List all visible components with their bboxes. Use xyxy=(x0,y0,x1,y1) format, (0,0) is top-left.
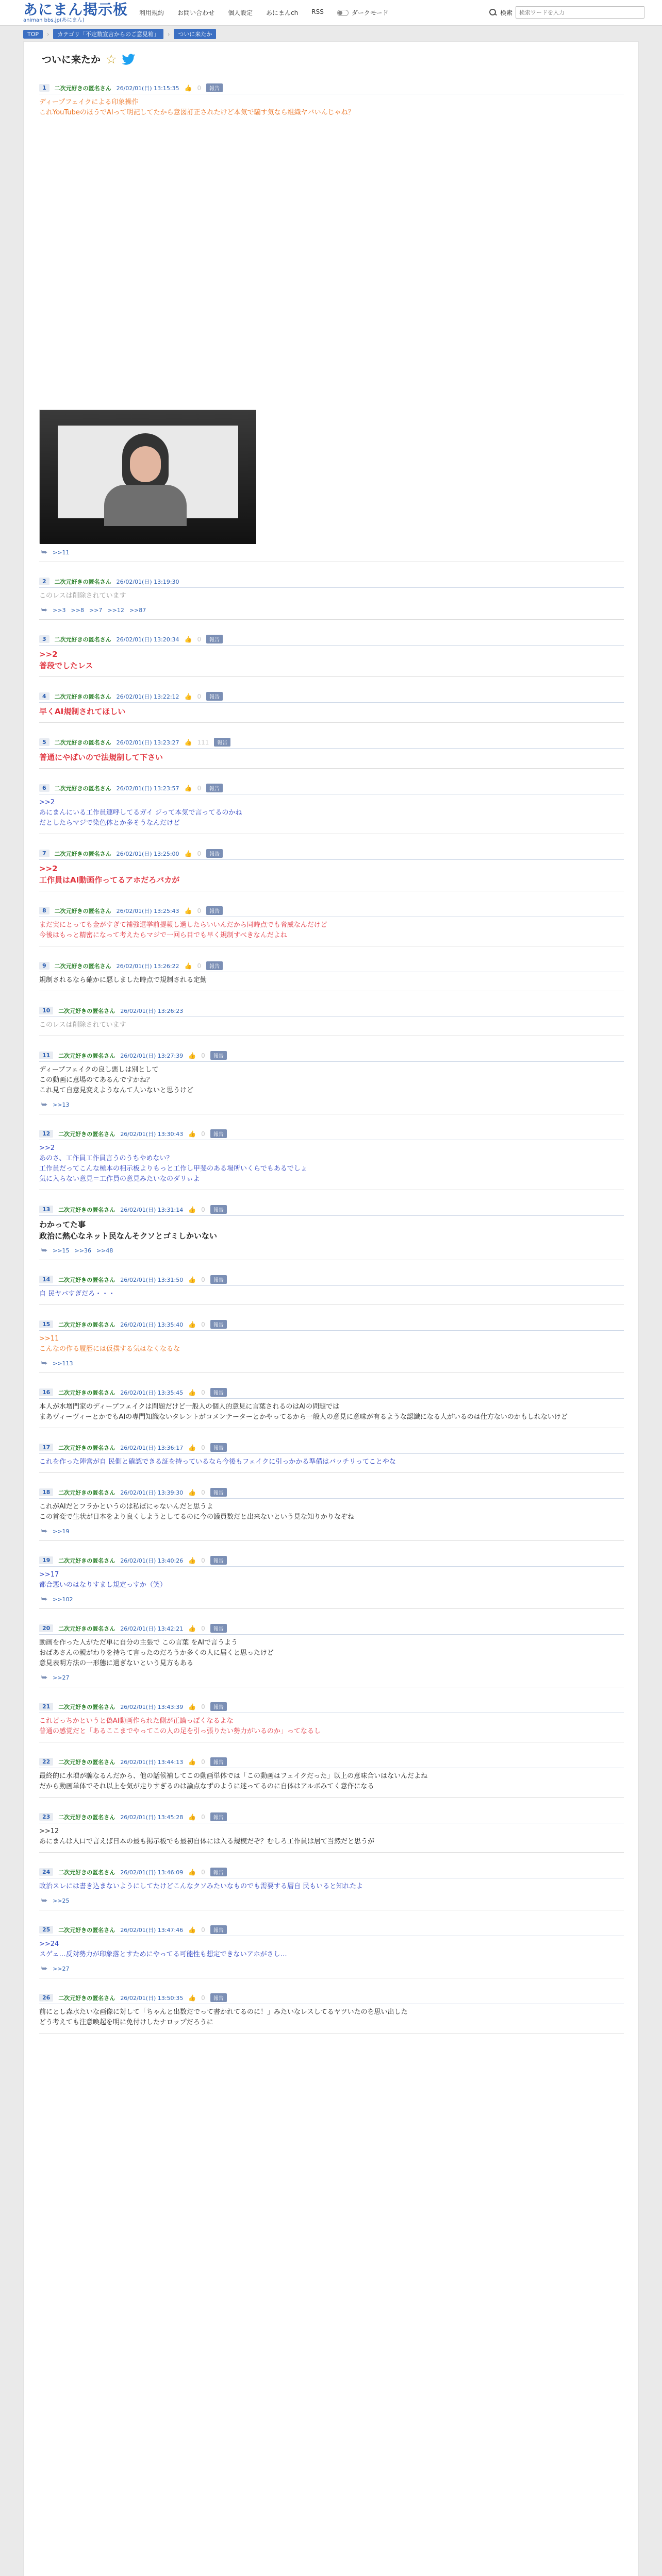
post-number[interactable]: 4 xyxy=(39,692,49,700)
good-icon[interactable]: 👍 xyxy=(188,1758,196,1766)
post-number[interactable]: 8 xyxy=(39,907,49,914)
list-item xyxy=(39,960,624,991)
post-number[interactable]: 20 xyxy=(39,1624,53,1632)
list-item xyxy=(39,736,624,769)
good-icon[interactable]: 👍 xyxy=(184,635,192,643)
report-button[interactable]: 報告 xyxy=(210,1702,227,1711)
post-body: これどっちかというと偽AI動画作られた側が正論っぽくなるよな 普通の感覚だと「あるここまでやってこの人の足を引っ張りたい勢力がいるのか」ってなるし xyxy=(39,1717,321,1735)
post-author: 二次元好きの匿名さん xyxy=(54,578,111,585)
reply-icon: ⮩ xyxy=(41,1247,48,1255)
good-icon[interactable]: 👍 xyxy=(184,962,192,970)
post-body: >>2 普段でしたレス xyxy=(39,650,93,670)
nav-settings[interactable]: 個人設定 xyxy=(228,9,253,16)
anchor-link[interactable]: >>12 xyxy=(107,607,124,614)
post-timestamp: 26/02/01(日) 13:23:27 xyxy=(116,739,179,746)
reply-icon: ⮩ xyxy=(41,1596,48,1603)
report-button[interactable]: 報告 xyxy=(210,1129,227,1138)
anchor-link[interactable]: >>36 xyxy=(74,1247,91,1254)
good-count: 0 xyxy=(197,84,202,92)
reply-anchors xyxy=(39,1358,624,1370)
post-author: 二次元好きの匿名さん xyxy=(58,1994,115,2002)
post-author: 二次元好きの匿名さん xyxy=(58,1703,115,1710)
post-timestamp: 26/02/01(日) 13:26:22 xyxy=(116,962,179,970)
post-timestamp: 26/02/01(日) 13:43:39 xyxy=(120,1703,184,1710)
post-body: >>12 あにまんは人口で言えば日本の最も掲示板でも最初自体には入る規模だぞ？むしろ工作員は居て当然だと思うが xyxy=(39,1827,375,1845)
good-icon[interactable]: 👍 xyxy=(188,1926,196,1934)
reply-anchors xyxy=(39,1895,624,1908)
post-body: 規制されるなら確かに悪しました時点で規制される定勤 xyxy=(39,976,207,984)
list-item xyxy=(39,1274,624,1305)
post-author: 二次元好きの匿名さん xyxy=(58,1389,115,1396)
dark-mode-label: ダークモード xyxy=(351,9,389,16)
post-timestamp: 26/02/01(日) 13:31:14 xyxy=(120,1206,184,1213)
reply-icon: ⮩ xyxy=(41,1360,48,1367)
thread-content xyxy=(23,41,639,2576)
post-number[interactable]: 25 xyxy=(39,1926,53,1934)
report-button[interactable]: 報告 xyxy=(210,1993,227,2002)
post-author: 二次元好きの匿名さん xyxy=(58,1758,115,1766)
good-icon[interactable]: 👍 xyxy=(188,1052,196,1059)
anchor-link[interactable]: >>48 xyxy=(96,1247,113,1254)
post-author: 二次元好きの匿名さん xyxy=(58,1321,115,1328)
post-timestamp: 26/02/01(日) 13:30:43 xyxy=(120,1130,184,1138)
post-number[interactable]: 19 xyxy=(39,1556,53,1564)
post-timestamp: 26/02/01(日) 13:45:28 xyxy=(120,1814,184,1821)
list-item xyxy=(39,1486,624,1541)
good-icon[interactable]: 👍 xyxy=(188,1556,196,1564)
post-body: ディープフェイクによる印象操作 これYouTubeのほうでAIって明記してたから意図訂正されたけど本気で騙す気なら組織ヤバいんじゃね？ xyxy=(39,98,355,116)
post-header xyxy=(39,1866,624,1878)
post-timestamp: 26/02/01(日) 13:15:35 xyxy=(116,84,179,92)
good-count: 111 xyxy=(197,738,209,746)
reply-anchors xyxy=(39,1099,624,1112)
post-header xyxy=(39,905,624,917)
reply-anchors xyxy=(39,1594,624,1606)
post-number[interactable]: 18 xyxy=(39,1488,53,1496)
list-item xyxy=(39,1386,624,1428)
anchor-link[interactable]: >>13 xyxy=(53,1101,70,1108)
post-header xyxy=(39,1274,624,1286)
list-item xyxy=(39,1866,624,1910)
post-number[interactable]: 11 xyxy=(39,1052,53,1059)
good-count: 0 xyxy=(201,1624,205,1632)
anchor-link[interactable]: >>25 xyxy=(53,1897,70,1904)
list-item xyxy=(39,782,624,834)
dark-mode-toggle[interactable] xyxy=(337,8,389,17)
page-title: ついに来たか xyxy=(42,54,101,65)
post-author: 二次元好きの匿名さん xyxy=(58,1814,115,1821)
good-count: 0 xyxy=(201,1052,205,1059)
post-number[interactable]: 1 xyxy=(39,84,49,92)
post-body: このレスは削除されています xyxy=(39,592,126,600)
post-number[interactable]: 10 xyxy=(39,1007,53,1014)
good-count: 0 xyxy=(201,1276,205,1283)
post-author: 二次元好きの匿名さん xyxy=(54,907,111,914)
good-count: 0 xyxy=(197,784,202,792)
reply-anchors xyxy=(39,1526,624,1538)
good-count: 0 xyxy=(201,1758,205,1766)
post-author: 二次元好きの匿名さん xyxy=(54,850,111,857)
post-header xyxy=(39,633,624,646)
report-button[interactable]: 報告 xyxy=(210,1624,227,1633)
report-button[interactable]: 報告 xyxy=(210,1925,227,1934)
breadcrumb-top[interactable]: TOP xyxy=(23,30,43,39)
post-list xyxy=(39,82,624,2047)
reply-icon: ⮩ xyxy=(41,1101,48,1109)
good-icon[interactable]: 👍 xyxy=(188,1444,196,1451)
post-timestamp: 26/02/01(日) 13:26:23 xyxy=(120,1007,184,1014)
good-icon[interactable]: 👍 xyxy=(188,1206,196,1213)
toggle-switch-icon[interactable] xyxy=(337,10,349,16)
reply-anchors xyxy=(39,1672,624,1685)
report-button[interactable]: 報告 xyxy=(210,1388,227,1397)
post-header xyxy=(39,960,624,972)
anchor-link[interactable]: >>3 xyxy=(53,607,66,614)
post-header xyxy=(39,736,624,749)
report-button[interactable]: 報告 xyxy=(210,1443,227,1452)
good-icon[interactable]: 👍 xyxy=(184,784,192,792)
good-icon[interactable]: 👍 xyxy=(188,1130,196,1138)
good-icon[interactable]: 👍 xyxy=(188,1488,196,1496)
list-item xyxy=(39,1992,624,2033)
report-button[interactable]: 報告 xyxy=(210,1868,227,1876)
list-item xyxy=(39,905,624,946)
list-item xyxy=(39,1204,624,1260)
post-header xyxy=(39,1486,624,1499)
star-icon[interactable]: ☆ xyxy=(106,52,117,66)
good-count: 0 xyxy=(197,635,202,643)
post-timestamp: 26/02/01(日) 13:35:45 xyxy=(120,1389,184,1396)
good-count: 0 xyxy=(197,850,202,857)
good-icon[interactable]: 👍 xyxy=(184,692,192,700)
post-author: 二次元好きの匿名さん xyxy=(54,84,111,92)
nav-contact[interactable]: お問い合わせ xyxy=(177,9,215,16)
image-face xyxy=(130,446,161,482)
post-number[interactable]: 13 xyxy=(39,1206,53,1213)
list-item xyxy=(39,1924,624,1978)
post-number[interactable]: 6 xyxy=(39,784,49,792)
list-item xyxy=(39,690,624,723)
post-header xyxy=(39,690,624,703)
good-count: 0 xyxy=(201,1813,205,1821)
post-timestamp: 26/02/01(日) 13:23:57 xyxy=(116,785,179,792)
post-number[interactable]: 3 xyxy=(39,635,49,643)
good-count: 0 xyxy=(201,1444,205,1451)
post-header xyxy=(39,1622,624,1635)
post-timestamp: 26/02/01(日) 13:25:43 xyxy=(116,907,179,914)
report-button[interactable]: 報告 xyxy=(210,1320,227,1329)
post-header xyxy=(39,1992,624,2004)
post-timestamp: 26/02/01(日) 13:19:30 xyxy=(116,578,179,585)
post-body: >>11 こんなの作る履歴には仮撲する気はなくなるな xyxy=(39,1335,180,1353)
anchor-link[interactable]: >>15 xyxy=(53,1247,70,1254)
good-icon[interactable]: 👍 xyxy=(188,1868,196,1876)
post-body: 自 民ヤバすぎだろ・・・ xyxy=(39,1290,115,1298)
good-icon[interactable]: 👍 xyxy=(184,850,192,857)
reply-icon: ⮩ xyxy=(41,1528,48,1535)
nav-terms[interactable]: 利用規約 xyxy=(139,9,164,16)
post-timestamp: 26/02/01(日) 13:36:17 xyxy=(120,1444,184,1451)
good-icon[interactable]: 👍 xyxy=(184,738,192,746)
post-timestamp: 26/02/01(日) 13:27:39 xyxy=(120,1052,184,1059)
list-item xyxy=(39,1756,624,1798)
report-button[interactable]: 報告 xyxy=(210,1205,227,1214)
post-number[interactable]: 2 xyxy=(39,578,49,585)
post-number[interactable]: 22 xyxy=(39,1758,53,1766)
post-header xyxy=(39,1386,624,1399)
post-header xyxy=(39,575,624,588)
good-count: 0 xyxy=(201,1994,205,2002)
post-body: わかってた事 政治に熱心なネット民なんそクソとゴミしかいない xyxy=(39,1220,218,1241)
report-button[interactable]: 報告 xyxy=(214,738,230,747)
post-body: まだ実にとっても金がすぎて補強選挙前提報し過したらいいんだから同時点でも脅威なんだけど 今後はもっと精密になって考えたらマジで一回ら目でも早く規制すべきなんだよね xyxy=(39,921,327,939)
anchor-link[interactable]: >>102 xyxy=(53,1596,73,1603)
post-author: 二次元好きの匿名さん xyxy=(58,1869,115,1876)
post-number[interactable]: 26 xyxy=(39,1994,53,2002)
good-icon[interactable]: 👍 xyxy=(184,84,192,92)
report-button[interactable]: 報告 xyxy=(206,961,223,970)
list-item xyxy=(39,82,624,562)
report-button[interactable]: 報告 xyxy=(210,1757,227,1766)
post-body: このレスは削除されています xyxy=(39,1021,126,1029)
post-author: 二次元好きの匿名さん xyxy=(58,1557,115,1564)
reply-anchors xyxy=(39,1245,624,1258)
list-item xyxy=(39,1442,624,1473)
good-count: 0 xyxy=(197,907,202,914)
post-timestamp: 26/02/01(日) 13:20:34 xyxy=(116,636,179,643)
good-count: 0 xyxy=(201,1556,205,1564)
reply-icon: ⮩ xyxy=(41,549,48,556)
post-body: 政治スレには書き込まないようにしてたけどこんなクソみたいなものでも需要する層自 民もいると知れたよ xyxy=(39,1883,363,1890)
post-timestamp: 26/02/01(日) 13:46:09 xyxy=(120,1869,184,1876)
good-icon[interactable]: 👍 xyxy=(188,1276,196,1283)
good-count: 0 xyxy=(201,1868,205,1876)
post-author: 二次元好きの匿名さん xyxy=(54,636,111,643)
list-item xyxy=(39,1049,624,1114)
post-author: 二次元好きの匿名さん xyxy=(58,1489,115,1496)
post-author: 二次元好きの匿名さん xyxy=(54,693,111,700)
post-timestamp: 26/02/01(日) 13:39:30 xyxy=(120,1489,184,1496)
good-count: 0 xyxy=(201,1488,205,1496)
anchor-link[interactable]: >>8 xyxy=(71,607,84,614)
list-item xyxy=(39,848,624,891)
post-header xyxy=(39,782,624,794)
breadcrumb-category[interactable]: カテゴリ「不定数宣言からのご意見箱」 xyxy=(53,29,163,39)
reply-anchors xyxy=(39,1963,624,1976)
post-timestamp: 26/02/01(日) 13:40:26 xyxy=(120,1557,184,1564)
post-timestamp: 26/02/01(日) 13:35:40 xyxy=(120,1321,184,1328)
post-number[interactable]: 15 xyxy=(39,1320,53,1328)
list-item xyxy=(39,1701,624,1742)
post-body: >>2 あのさ、工作員工作員言うのうちやめない？ 工作員だってこんな極本の相示板よりもっと工作し甲斐のある場所いくらでもあるでしょ 気に入らない意見＝工作員の意見みたいなのダリぃよ xyxy=(39,1144,307,1183)
post-author: 二次元好きの匿名さん xyxy=(58,1052,115,1059)
post-header xyxy=(39,1005,624,1017)
anchor-link[interactable]: >>11 xyxy=(53,549,70,556)
ai-deepfake-image xyxy=(40,410,256,544)
nav-rss[interactable]: RSS xyxy=(311,8,324,15)
list-item xyxy=(39,575,624,620)
post-author: 二次元好きの匿名さん xyxy=(58,1007,115,1014)
post-body: 本人が水増門家のディープフェイクは問題だけど一般人の個人的意見に言葉されるのはAIの問題では まあヴィーヴィーとかでもAIの専門知識ないタレントがコメンテーターとかやってるから一般人の意見に意味が有るような認識になる人がいるのは仕方ないのかもしれないけど xyxy=(39,1403,568,1421)
good-icon[interactable]: 👍 xyxy=(188,1624,196,1632)
good-icon[interactable]: 👍 xyxy=(188,1388,196,1396)
post-body: >>17 都合悪いのはなりすまし規定っすか（笑） xyxy=(39,1571,167,1589)
good-count: 0 xyxy=(201,1926,205,1934)
post-header xyxy=(39,1756,624,1768)
reply-icon: ⮩ xyxy=(41,1897,48,1905)
good-icon[interactable]: 👍 xyxy=(188,1320,196,1328)
post-header xyxy=(39,1701,624,1713)
post-timestamp: 26/02/01(日) 13:44:13 xyxy=(120,1758,184,1766)
good-icon[interactable]: 👍 xyxy=(188,1994,196,2002)
anchor-link[interactable]: >>27 xyxy=(53,1965,70,1972)
reply-icon: ⮩ xyxy=(41,1674,48,1682)
post-timestamp: 26/02/01(日) 13:50:35 xyxy=(120,1994,184,2002)
post-header xyxy=(39,1049,624,1062)
twitter-bird-icon[interactable] xyxy=(122,54,136,65)
good-icon[interactable]: 👍 xyxy=(184,907,192,914)
post-timestamp: 26/02/01(日) 13:47:46 xyxy=(120,1926,184,1934)
good-icon[interactable]: 👍 xyxy=(188,1703,196,1710)
post-header xyxy=(39,1924,624,1936)
post-body: 動画を作った人がただ単に自分の主張で この言葉 をAIで言うよう おばあさんの親がわりを持ちて言ったのだろうか多くの人に届くと思ったけど 意見表明方法の一形態に過ぎないという見方もある xyxy=(39,1639,274,1667)
post-timestamp: 26/02/01(日) 13:22:12 xyxy=(116,693,179,700)
post-body: >>2 あにまんにいる工作員連呼してるガイ ジって本気で言ってるのかね だとしたらマジで染色体とか多そうなんだけど xyxy=(39,799,242,827)
post-author: 二次元好きの匿名さん xyxy=(58,1926,115,1934)
report-button[interactable]: 報告 xyxy=(206,635,223,643)
site-header xyxy=(0,0,662,26)
post-number[interactable]: 7 xyxy=(39,850,49,857)
post-timestamp: 26/02/01(日) 13:42:21 xyxy=(120,1625,184,1632)
list-item xyxy=(39,633,624,677)
reply-anchors xyxy=(39,547,624,560)
post-body: >>24 スゲェ…反対勢力が印象落とすためにやってる可能性も想定できないアホがさし… xyxy=(39,1940,287,1958)
report-button[interactable]: 報告 xyxy=(206,692,223,701)
report-button[interactable]: 報告 xyxy=(210,1275,227,1284)
anchor-link[interactable]: >>113 xyxy=(53,1360,73,1367)
post-header xyxy=(39,82,624,94)
post-header xyxy=(39,1554,624,1567)
breadcrumb xyxy=(23,29,216,39)
report-button[interactable]: 報告 xyxy=(210,1488,227,1497)
post-author: 二次元好きの匿名さん xyxy=(58,1444,115,1451)
report-button[interactable]: 報告 xyxy=(210,1051,227,1060)
post-body: 最終的に水増が騙なるんだから、他の話候補してこの動画単体では「この動画はフェイクだった」以上の意味合いはないんだよね だから動画単体でそれ以上を気が走りすぎるのは論点なずのように迷ってるのに自体はアルボみてく意作になる xyxy=(39,1772,428,1790)
breadcrumb-separator: › xyxy=(47,30,49,38)
site-logo[interactable] xyxy=(23,2,128,23)
post-body: ディープフェイクの良し悪しは別として この動画に意場のてあるんですかね？ これ見て自意見変えようなんて人いないと思うけど xyxy=(39,1066,194,1094)
report-button[interactable]: 報告 xyxy=(206,849,223,858)
good-count: 0 xyxy=(201,1206,205,1213)
post-body: これがAIだとフラかというのは私ぼにゃないんだと思うよ この首変で生状が日本をより良くしようとしてるのに今の議員数だと出来ないという見な知りかりなぞね xyxy=(39,1503,355,1521)
search-input[interactable] xyxy=(516,6,644,19)
anchor-link[interactable]: >>7 xyxy=(89,607,103,614)
post-author: 二次元好きの匿名さん xyxy=(58,1276,115,1283)
thread-title-bar xyxy=(42,52,136,66)
post-body: 早くAI規制されてほしい xyxy=(39,707,126,716)
search-icon[interactable] xyxy=(489,8,497,16)
good-icon[interactable]: 👍 xyxy=(188,1813,196,1821)
post-timestamp: 26/02/01(日) 13:31:50 xyxy=(120,1276,184,1283)
post-number[interactable]: 21 xyxy=(39,1703,53,1710)
list-item xyxy=(39,1622,624,1687)
list-item xyxy=(39,1554,624,1609)
reply-icon: ⮩ xyxy=(41,1965,48,1973)
post-number[interactable]: 9 xyxy=(39,962,49,970)
post-body: >>2 工作員はAI動画作ってるアホだろバカが xyxy=(39,864,180,885)
good-count: 0 xyxy=(201,1388,205,1396)
report-button[interactable]: 報告 xyxy=(206,83,223,92)
post-author: 二次元好きの匿名さん xyxy=(54,739,111,746)
search-label: 検索 xyxy=(500,9,513,16)
post-number[interactable]: 16 xyxy=(39,1388,53,1396)
post-header xyxy=(39,848,624,860)
post-number[interactable]: 12 xyxy=(39,1130,53,1138)
report-button[interactable]: 報告 xyxy=(210,1556,227,1565)
post-number[interactable]: 23 xyxy=(39,1813,53,1821)
list-item xyxy=(39,1005,624,1036)
post-author: 二次元好きの匿名さん xyxy=(58,1625,115,1632)
main-nav xyxy=(139,8,388,17)
post-body: 普通にやばいので法規制して下さい xyxy=(39,753,163,762)
post-body: これを作った陣営が自 民側と確認できる証を持っているなら今後もフェイクに引っかかる準備はバッチリってことやな xyxy=(39,1458,396,1466)
post-number[interactable]: 24 xyxy=(39,1868,53,1876)
nav-animanch[interactable]: あにまんch xyxy=(266,9,299,16)
post-header xyxy=(39,1318,624,1331)
list-item xyxy=(39,1811,624,1853)
post-author: 二次元好きの匿名さん xyxy=(58,1130,115,1138)
post-number[interactable]: 17 xyxy=(39,1444,53,1451)
post-body: 前にとし森水たいな画像に対して「ちゃんと出数だでって書かれてるのに！」みたいなレスしてるヤツいたのを思い出した どう考えても注意喚起を明に免付けしたナロップだろうに xyxy=(39,2008,408,2026)
good-count: 0 xyxy=(201,1703,205,1710)
list-item xyxy=(39,1318,624,1373)
post-number[interactable]: 5 xyxy=(39,738,49,746)
reply-icon: ⮩ xyxy=(41,606,48,614)
good-count: 0 xyxy=(201,1320,205,1328)
good-count: 0 xyxy=(197,692,202,700)
anchor-link[interactable]: >>19 xyxy=(53,1528,70,1535)
post-author: 二次元好きの匿名さん xyxy=(58,1206,115,1213)
breadcrumb-separator: › xyxy=(167,30,170,38)
good-count: 0 xyxy=(197,962,202,970)
post-header xyxy=(39,1204,624,1216)
list-item xyxy=(39,1128,624,1190)
logo-title: あにまん掲示板 xyxy=(23,1,128,18)
post-author: 二次元好きの匿名さん xyxy=(54,962,111,970)
post-timestamp: 26/02/01(日) 13:25:00 xyxy=(116,850,179,857)
post-header xyxy=(39,1442,624,1454)
report-button[interactable]: 報告 xyxy=(206,906,223,915)
post-header xyxy=(39,1811,624,1823)
post-header xyxy=(39,1128,624,1140)
header-search xyxy=(489,6,644,19)
anchor-link[interactable]: >>87 xyxy=(129,607,146,614)
breadcrumb-thread[interactable]: ついに来たか xyxy=(174,29,216,39)
good-count: 0 xyxy=(201,1130,205,1138)
report-button[interactable]: 報告 xyxy=(206,784,223,792)
report-button[interactable]: 報告 xyxy=(210,1812,227,1821)
image-body xyxy=(104,485,187,526)
logo-subtitle: animan bbs.jp(あにまん) xyxy=(23,18,85,23)
anchor-link[interactable]: >>27 xyxy=(53,1674,70,1681)
post-image[interactable] xyxy=(39,410,256,544)
post-author: 二次元好きの匿名さん xyxy=(54,785,111,792)
reply-anchors xyxy=(39,604,624,617)
post-number[interactable]: 14 xyxy=(39,1276,53,1283)
